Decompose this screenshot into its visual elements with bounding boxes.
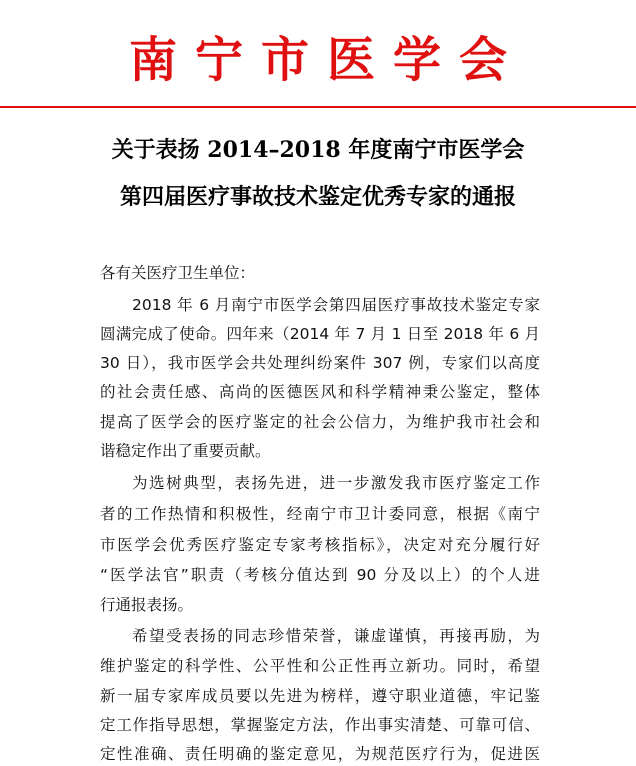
body-line: 定性准确、责任明确的鉴定意见，为规范医疗行为，促进医 (100, 745, 540, 763)
body-line: 为选树典型，表扬先进，进一步激发我市医疗鉴定工作 (132, 474, 540, 492)
letterhead-rule (0, 106, 636, 108)
body-line: 提高了医学会的医疗鉴定的社会公信力，为维护我市社会和 (100, 413, 540, 431)
body-line: 的社会责任感、高尚的医德医风和科学精神秉公鉴定，整体 (100, 383, 540, 401)
body-line: 者的工作热情和积极性，经南宁市卫计委同意，根据《南宁 (100, 505, 540, 523)
body-line: 圆满完成了使命。四年来（2014 年 7 月 1 日至 2018 年 6 月 (100, 325, 540, 343)
body-line: 2018 年 6 月南宁市医学会第四届医疗事故技术鉴定专家 (132, 296, 540, 314)
body-line: 希望受表扬的同志珍惜荣誉，谦虚谨慎，再接再励，为 (132, 627, 540, 645)
body-line: 行通报表扬。 (100, 596, 194, 614)
body-line: 30 日），我市医学会共处理纠纷案件 307 例，专家们以高度 (100, 354, 540, 372)
body-line: 维护鉴定的科学性、公平性和公正性再立新功。同时，希望 (100, 657, 540, 675)
document-title-line-2: 第四届医疗事故技术鉴定优秀专家的通报 (119, 184, 516, 210)
body-line: “医学法官”职责（考核分值达到 90 分及以上）的个人进 (100, 566, 540, 584)
body-line: 新一届专家库成员要以先进为榜样，遵守职业道德，牢记鉴 (100, 687, 540, 705)
salutation: 各有关医疗卫生单位： (100, 264, 256, 282)
document-title-line-1: 关于表扬 2014–2018 年度南宁市医学会 (111, 137, 525, 163)
body-line: 定工作指导思想，掌握鉴定方法，作出事实清楚、可靠可信、 (100, 716, 540, 734)
letterhead-org-name: 南宁市医学会 (128, 32, 525, 88)
body-line: 谐稳定作出了重要贡献。 (100, 442, 271, 460)
body-line: 市医学会优秀医疗鉴定专家考核指标》，决定对充分履行好 (100, 536, 540, 554)
